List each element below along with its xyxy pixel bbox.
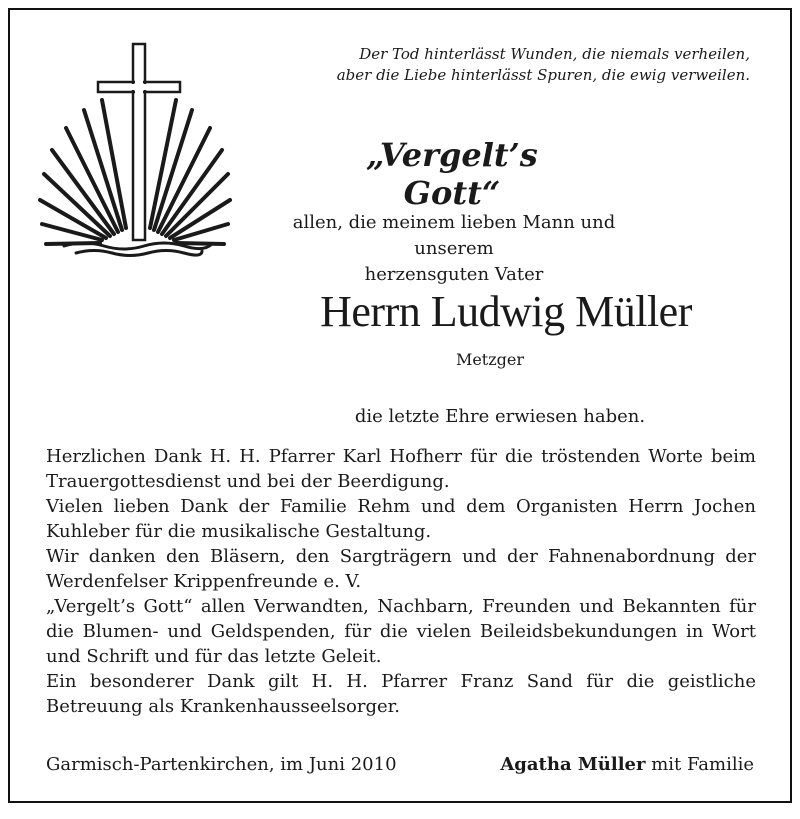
- intro-line-1: allen, die meinem lieben Mann und unserem: [292, 212, 616, 259]
- signature-line: [500, 754, 754, 775]
- cross-with-sun-rays-icon: [36, 40, 232, 260]
- acknowledgements-body: [46, 444, 756, 719]
- obituary-thanks-notice: [8, 8, 792, 803]
- deceased-name: Herrn Ludwig Müller: [320, 287, 692, 336]
- quote-line-1: Der Tod hinterlässt Wunden, die niemals verheilen,: [359, 45, 750, 63]
- honor-line: die letzte Ehre erwiesen haben.: [354, 406, 646, 427]
- intro-line-2: herzensguten Vater: [364, 264, 544, 285]
- acknowledgement-paragraph: Wir danken den Bläsern, den Sargträgern und der Fahnenabordnung der Werdenfelser Krippenfreunde e. V.: [46, 546, 756, 592]
- deceased-occupation: Metzger: [455, 350, 525, 369]
- acknowledgement-paragraph: Herzlichen Dank H. H. Pfarrer Karl Hofherr für die tröstenden Worte beim Trauergottesdienst und bei der Beerdigung.: [46, 446, 756, 492]
- acknowledgement-paragraph: Ein besonderer Dank gilt H. H. Pfarrer Franz Sand für die geistliche Betreuung als Krankenhausseelsorger.: [46, 671, 756, 717]
- intro-text: [280, 210, 628, 288]
- signer-name: Agatha Müller: [500, 754, 646, 775]
- place-and-date: Garmisch-Partenkirchen, im Juni 2010: [46, 754, 397, 775]
- signer-suffix: mit Familie: [645, 754, 754, 775]
- acknowledgement-paragraph: Vielen lieben Dank der Familie Rehm und dem Organisten Herrn Jochen Kuhleber für die musikalische Gestaltung.: [46, 496, 756, 542]
- quote-line-2: aber die Liebe hinterlässt Spuren, die ewig verweilen.: [336, 66, 750, 84]
- epigraph-quote: [290, 44, 750, 86]
- thanks-title: „Vergelt’s Gott“: [366, 136, 538, 212]
- acknowledgement-paragraph: „Vergelt’s Gott“ allen Verwandten, Nachbarn, Freunden und Bekannten für die Blumen- und Geldspenden, für die vielen Beileidsbekundungen in Wort und Schrift und für das letzte Geleit.: [46, 596, 756, 667]
